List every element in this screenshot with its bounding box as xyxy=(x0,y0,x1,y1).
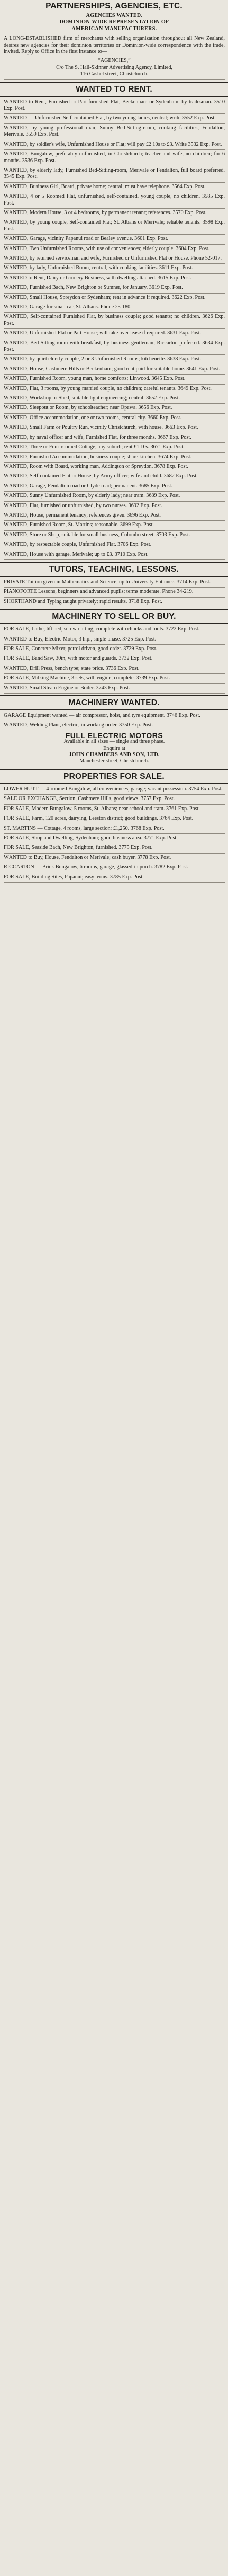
agencies-line-2: DOMINION-WIDE REPRESENTATION OF xyxy=(59,19,169,25)
classified-ad: WANTED, Self-contained Furnished Flat, by business couple; good tenants; no children. 3626 Exp. Post. xyxy=(4,313,225,329)
classified-ad: WANTED, Drill Press, bench type; state price. 3736 Exp. Post. xyxy=(4,664,225,674)
classified-ad: WANTED to Buy, House, Fendalton or Merivale; cash buyer. 3778 Exp. Post. xyxy=(4,854,225,863)
machinery-wanted-list xyxy=(0,712,228,731)
classified-ad: FOR SALE, Milking Machine, 3 sets, with engine; complete. 3739 Exp. Post. xyxy=(4,674,225,683)
section-heading-tutors: TUTORS, TEACHING, LESSONS. xyxy=(0,562,228,577)
classified-ad: WANTED, Business Girl, Board, private home; central; must have telephone. 3564 Exp. Post. xyxy=(4,183,225,192)
electric-motors-line-4: Manchester street, Christchurch. xyxy=(79,758,149,765)
wanted-to-rent-list xyxy=(0,98,228,560)
electric-motors-heading: FULL ELECTRIC MOTORS xyxy=(65,731,163,740)
classified-ad: WANTED, Furnished Room, St. Martins; reasonable. 3699 Exp. Post. xyxy=(4,521,225,530)
classified-ad: WANTED, Two Unfurnished Rooms, with use of conveniences; elderly couple. 3604 Exp. Post. xyxy=(4,245,225,254)
tutors-list xyxy=(0,578,228,607)
classified-ad: WANTED — Unfurnished Self-contained Flat, by two young ladies, central; write 3552 Exp. Post. xyxy=(4,114,225,123)
machinery-list xyxy=(0,625,228,694)
classified-ad: WANTED, by quiet elderly couple, 2 or 3 Unfurnished Rooms; kitchenette. 3638 Exp. Post. xyxy=(4,355,225,365)
classified-ad: GARAGE Equipment wanted — air compressor, hoist, and tyre equipment. 3746 Exp. Post. xyxy=(4,712,225,721)
classified-ad: WANTED, House, permanent tenancy; references given. 3696 Exp. Post. xyxy=(4,511,225,521)
classified-ad: ST. MARTINS — Cottage, 4 rooms, large section; £1,250. 3768 Exp. Post. xyxy=(4,824,225,834)
classified-ad: SHORTHAND and Typing taught privately; rapid results. 3718 Exp. Post. xyxy=(4,598,225,607)
classified-ad: FOR SALE, Modern Bungalow, 5 rooms, St. Albans; near school and tram. 3761 Exp. Post. xyxy=(4,805,225,814)
electric-motors-line-1: Available in all sizes — single and three phase. xyxy=(63,739,165,745)
classified-page xyxy=(0,0,228,883)
classified-ad: WANTED to Rent, Furnished or Part-furnished Flat, Beckenham or Sydenham, by tradesman. 3510 Exp. Post. xyxy=(4,98,225,114)
classified-ad: FOR SALE, Building Sites, Papanui; easy terms. 3785 Exp. Post. xyxy=(4,873,225,883)
classified-ad: RICCARTON — Brick Bungalow, 6 rooms, garage, glassed-in porch. 3782 Exp. Post. xyxy=(4,863,225,873)
classified-ad: WANTED, Room with Board, working man, Addington or Spreydon. 3678 Exp. Post. xyxy=(4,463,225,472)
classified-ad: WANTED, by lady, Unfurnished Room, central, with cooking facilities. 3611 Exp. Post. xyxy=(4,264,225,273)
classified-ad: WANTED, Bed-Sitting-room with breakfast, by business gentleman; Riccarton preferred. 3634 Exp. Post. xyxy=(4,339,225,356)
classified-ad: WANTED, by young professional man, Sunny Bed-Sitting-room, cooking facilities, Fendalton, Merivale. 3559 Exp. Post. xyxy=(4,124,225,140)
classified-ad: WANTED, Workshop or Shed, suitable light engineering; central. 3652 Exp. Post. xyxy=(4,394,225,404)
classified-ad: FOR SALE, Seaside Bach, New Brighton, furnished. 3775 Exp. Post. xyxy=(4,843,225,853)
agencies-address xyxy=(4,57,225,79)
classified-ad: WANTED, Garage, vicinity Papanui road or Bealey avenue. 3601 Exp. Post. xyxy=(4,235,225,244)
classified-ad: WANTED, by young couple, Self-contained Flat; St. Albans or Merivale; reliable tenants. 3598 Exp. Post. xyxy=(4,218,225,235)
classified-ad: WANTED, by soldier's wife, Unfurnished House or Flat; will pay £2 10s to £3. Write 3532 Exp. Post. xyxy=(4,140,225,150)
classified-ad: WANTED, Garage for small car, St. Albans. Phone 25-180. xyxy=(4,303,225,313)
classified-ad: WANTED to Buy, Electric Motor, 3 h.p., single phase. 3725 Exp. Post. xyxy=(4,635,225,645)
classified-ad: WANTED, Self-contained Flat or House, by Army officer, wife and child. 3682 Exp. Post. xyxy=(4,472,225,482)
classified-ad: LOWER HUTT — 4-roomed Bungalow, all conveniences, garage; vacant possession. 3754 Exp. Post. xyxy=(4,785,225,795)
classified-ad: WANTED, Bungalow, preferably unfurnished, in Christchurch; teacher and wife; no children; for 6 months. 3536 Exp. Post. xyxy=(4,150,225,166)
classified-ad: WANTED, Three or Four-roomed Cottage, any suburb; rent £1 10s. 3671 Exp. Post. xyxy=(4,443,225,452)
classified-ad: WANTED, Office accommodation, one or two rooms, central city. 3660 Exp. Post. xyxy=(4,414,225,423)
page-title: PARTNERSHIPS, AGENCIES, ETC. xyxy=(45,2,183,11)
electric-motors-block xyxy=(0,731,228,767)
classified-ad: FOR SALE, Farm, 120 acres, dairying, Leeston district; good buildings. 3764 Exp. Post. xyxy=(4,814,225,824)
classified-ad: WANTED, Sleepout or Room, by schoolteacher; near Opawa. 3656 Exp. Post. xyxy=(4,404,225,413)
agencies-block xyxy=(0,12,228,80)
agencies-line-3: AMERICAN MANUFACTURERS. xyxy=(71,25,157,32)
classified-ad: WANTED, Furnished Room, young man, home comforts; Linwood. 3645 Exp. Post. xyxy=(4,375,225,384)
classified-ad: WANTED, Modern House, 3 or 4 bedrooms, by permanent tenant; references. 3570 Exp. Post. xyxy=(4,209,225,218)
agencies-address-1: C/o The S. Hall-Skinner Advertising Agency, Limited, xyxy=(56,64,172,70)
classified-ad: WANTED, by respectable couple, Unfurnished Flat. 3706 Exp. Post. xyxy=(4,540,225,550)
classified-ad: WANTED, by returned serviceman and wife, Furnished or Unfurnished Flat or House. Phone 52-017. xyxy=(4,254,225,264)
electric-motors-ad xyxy=(4,731,225,767)
classified-ad: WANTED, Unfurnished Flat or Part House; will take over lease if required. 3631 Exp. Post. xyxy=(4,329,225,339)
classified-ad: WANTED, 4 or 5 Roomed Flat, unfurnished, self-contained, young couple, no children. 3585 Exp. Post. xyxy=(4,192,225,209)
agencies-ad xyxy=(4,12,225,34)
classified-ad: WANTED, Welding Plant, electric, in working order. 3750 Exp. Post. xyxy=(4,721,225,731)
properties-list xyxy=(0,785,228,883)
classified-ad: WANTED, by naval officer and wife, Furnished Flat, for three months. 3667 Exp. Post. xyxy=(4,433,225,443)
classified-ad: FOR SALE, Lathe, 6ft bed, screw-cutting, complete with chucks and tools. 3722 Exp. Post. xyxy=(4,625,225,635)
classified-ad: WANTED, Small House, Spreydon or Sydenham; rent in advance if required. 3622 Exp. Post. xyxy=(4,294,225,303)
classified-ad: WANTED, House, Cashmere Hills or Beckenham; good rent paid for suitable home. 3641 Exp. Post. xyxy=(4,365,225,375)
classified-ad: FOR SALE, Band Saw, 30in, with motor and guards. 3732 Exp. Post. xyxy=(4,654,225,664)
classified-ad: WANTED to Rent, Dairy or Grocery Business, with dwelling attached. 3615 Exp. Post. xyxy=(4,274,225,283)
classified-ad: PIANOFORTE Lessons, beginners and advanced pupils; terms moderate. Phone 34-219. xyxy=(4,588,225,597)
agencies-line-1: AGENCIES WANTED. xyxy=(86,13,143,19)
classified-ad: WANTED, Garage, Fendalton road or Clyde road; permanent. 3685 Exp. Post. xyxy=(4,482,225,492)
section-heading-properties: PROPERTIES FOR SALE. xyxy=(0,769,228,784)
classified-ad: SALE OR EXCHANGE, Section, Cashmere Hills, good views. 3757 Exp. Post. xyxy=(4,795,225,804)
classified-ad: WANTED, Store or Shop, suitable for small business, Colombo street. 3703 Exp. Post. xyxy=(4,531,225,540)
agencies-reply-to: “AGENCIES,” xyxy=(98,58,131,64)
classified-ad: PRIVATE Tuition given in Mathematics and Science, up to University Entrance. 3714 Exp. Post. xyxy=(4,578,225,588)
classified-ad: WANTED, Flat, furnished or unfurnished, by two nurses. 3692 Exp. Post. xyxy=(4,502,225,511)
classified-ad: WANTED, House with garage, Merivale; up to £3. 3710 Exp. Post. xyxy=(4,550,225,560)
classified-ad: FOR SALE, Shop and Dwelling, Sydenham; good business area. 3771 Exp. Post. xyxy=(4,834,225,843)
section-heading-wanted-to-rent: WANTED TO RENT. xyxy=(0,82,228,97)
classified-ad: WANTED, by elderly lady, Furnished Bed-Sitting-room, Merivale or Fendalton, full board preferred. 3545 Exp. Post. xyxy=(4,166,225,183)
electric-motors-line-3: JOHN CHAMBERS AND SON, LTD. xyxy=(69,752,160,758)
agencies-address-2: 116 Cashel street, Christchurch. xyxy=(80,71,149,77)
section-heading-machinery-wanted: MACHINERY WANTED. xyxy=(0,695,228,710)
classified-ad: WANTED, Furnished Accommodation, business couple; share kitchen. 3674 Exp. Post. xyxy=(4,453,225,463)
agencies-body: A LONG-ESTABLISHED firm of merchants with selling organization throughout all New Zealand, desires new agencies for their dominion territories or Dominion-wide correspondence with the trade, invited. Reply to Office in the first instance to— xyxy=(4,35,225,55)
classified-ad: WANTED, Small Steam Engine or Boiler. 3743 Exp. Post. xyxy=(4,684,225,694)
classified-ad: WANTED, Sunny Unfurnished Room, by elderly lady; near tram. 3689 Exp. Post. xyxy=(4,492,225,501)
classified-ad: WANTED, Flat, 3 rooms, by young married couple, no children; careful tenants. 3649 Exp. Post. xyxy=(4,385,225,394)
electric-motors-line-2: Enquire at xyxy=(103,745,125,751)
section-heading-machinery: MACHINERY TO SELL OR BUY. xyxy=(0,609,228,624)
classified-ad: WANTED, Small Farm or Poultry Run, vicinity Christchurch, with house. 3663 Exp. Post. xyxy=(4,423,225,433)
classified-ad: FOR SALE, Concrete Mixer, petrol driven, good order. 3729 Exp. Post. xyxy=(4,645,225,654)
classified-ad: WANTED, Furnished Bach, New Brighton or Sumner, for January. 3619 Exp. Post. xyxy=(4,283,225,293)
